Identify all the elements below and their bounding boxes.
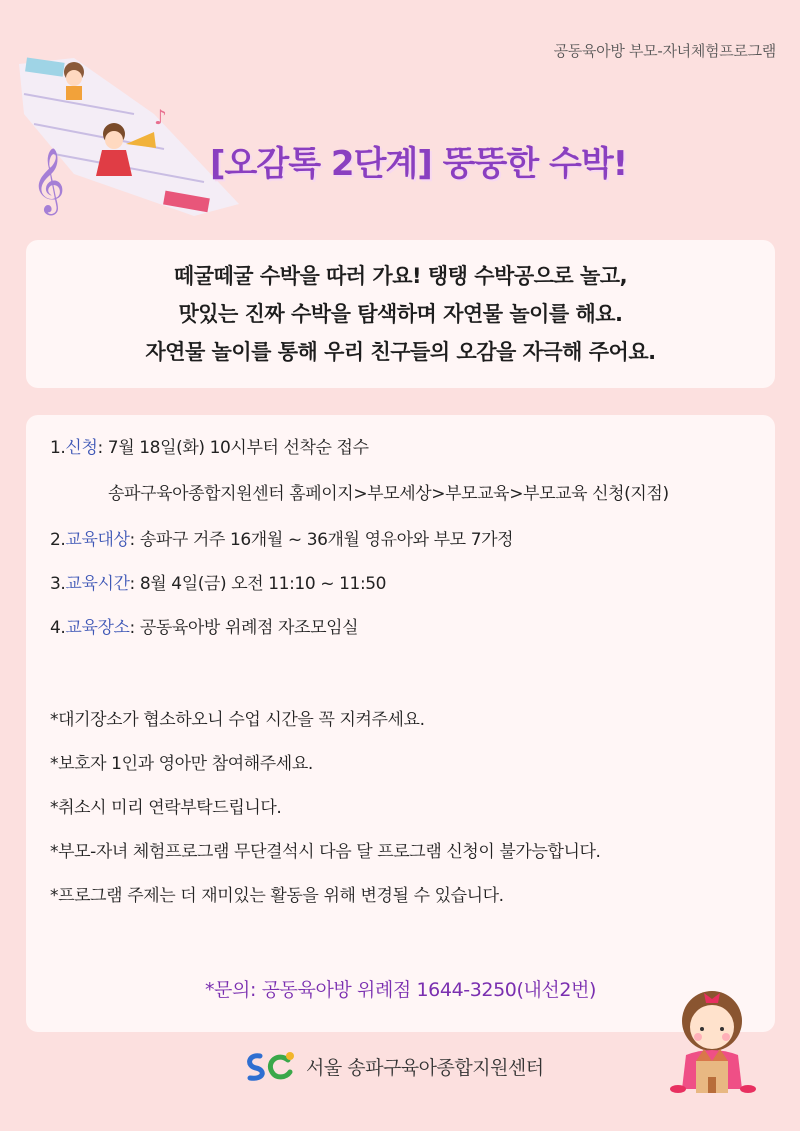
row-key: 교육대상 bbox=[65, 530, 130, 550]
sc-logo-icon bbox=[242, 1048, 298, 1084]
svg-text:♪: ♪ bbox=[154, 105, 167, 129]
row-number: 4. bbox=[50, 618, 66, 638]
row-key: 신청 bbox=[65, 438, 98, 458]
apply-row bbox=[50, 433, 369, 458]
row-value: : 7월 18일(화) 10시부터 선착순 접수 bbox=[97, 438, 369, 458]
row-value: : 공동육아방 위례점 자조모임실 bbox=[129, 618, 359, 638]
intro-line: 자연물 놀이를 통해 우리 친구들의 오감을 자극해 주어요. bbox=[145, 340, 656, 364]
row-number: 3. bbox=[50, 574, 66, 594]
intro-box bbox=[26, 240, 775, 388]
contact-info: *문의: 공동육아방 위례점 1644-3250(내선2번) bbox=[204, 979, 597, 1001]
note-item: *부모-자녀 체험프로그램 무단결석시 다음 달 프로그램 신청이 불가능합니다. bbox=[50, 842, 601, 862]
target-row bbox=[50, 525, 513, 550]
intro-line: 맛있는 진짜 수박을 탐색하며 자연물 놀이를 해요. bbox=[178, 302, 623, 326]
note-item: *취소시 미리 연락부탁드립니다. bbox=[50, 798, 282, 818]
org-name: 서울 송파구육아종합지원센터 bbox=[306, 1056, 544, 1079]
intro-line: 떼굴떼굴 수박을 따러 가요! 탱탱 수박공으로 놀고, bbox=[173, 264, 628, 288]
row-value: : 8월 4일(금) 오전 11:10 ~ 11:50 bbox=[129, 574, 387, 594]
svg-text:𝄞: 𝄞 bbox=[32, 148, 66, 213]
row-key: 교육장소 bbox=[65, 618, 130, 638]
row-number: 2. bbox=[50, 530, 66, 550]
note-item: *프로그램 주제는 더 재미있는 활동을 위해 변경될 수 있습니다. bbox=[50, 886, 504, 906]
row-value: : 송파구 거주 16개월 ~ 36개월 영유아와 부모 7가정 bbox=[129, 530, 514, 550]
note-item: *보호자 1인과 영아만 참여해주세요. bbox=[50, 754, 313, 774]
note-item: *대기장소가 협소하오니 수업 시간을 꼭 지켜주세요. bbox=[50, 710, 425, 730]
info-box bbox=[26, 415, 775, 1032]
girl-with-castle-illustration bbox=[660, 985, 770, 1105]
footer bbox=[242, 1048, 544, 1084]
page-title: [오감톡 2단계] 뚱뚱한 수박! bbox=[210, 144, 628, 184]
row-key: 교육시간 bbox=[65, 574, 130, 594]
time-row bbox=[50, 569, 386, 594]
row-number: 1. bbox=[50, 438, 66, 458]
program-name: 공동육아방 부모-자녀체험프로그램 bbox=[553, 42, 776, 60]
place-row bbox=[50, 613, 358, 638]
apply-path: 송파구육아종합지원센터 홈페이지>부모세상>부모교육>부모교육 신청(지점) bbox=[108, 484, 669, 504]
